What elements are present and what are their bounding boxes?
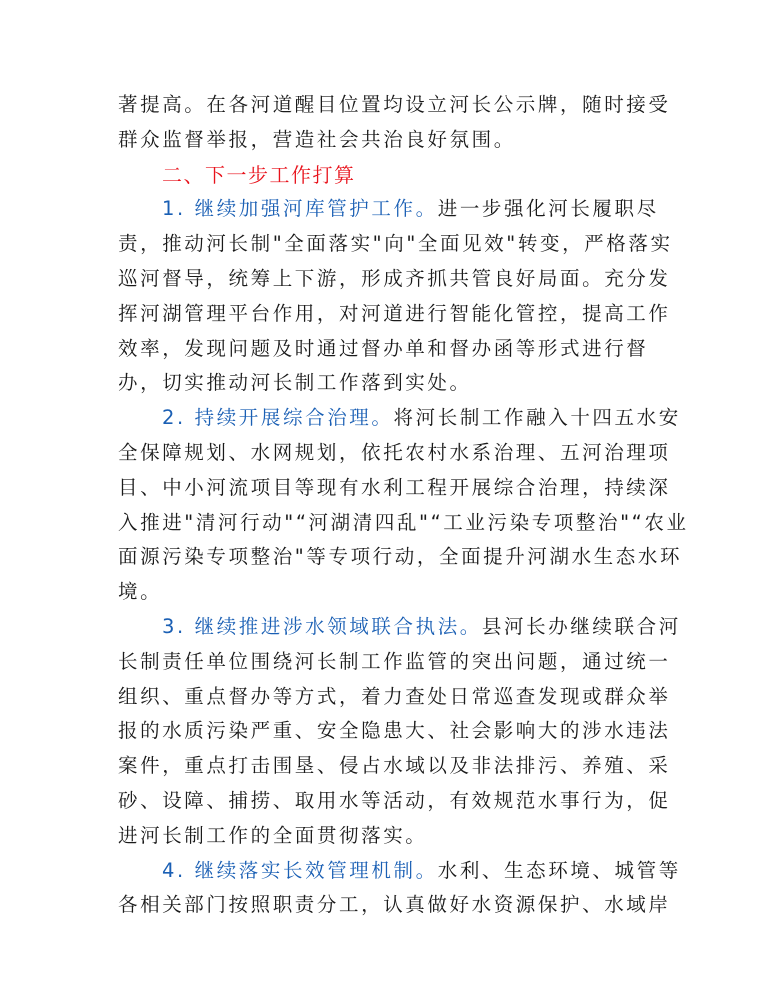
item-1-line: 挥河湖管理平台作用，对河道进行智能化管控，提高工作 — [118, 301, 671, 325]
intro-line-2: 群众监督举报，营造社会共治良好氛围。 — [118, 127, 516, 151]
item-1-heading: 1. 继续加强河库管护工作。 — [162, 197, 438, 221]
document-page — [118, 88, 689, 923]
item-3-paragraph — [118, 610, 681, 854]
item-3-heading: 3. 继续推进涉水领域联合执法。 — [162, 614, 482, 638]
item-2-line: 入推进"清河行动"“河湖清四乱"“工业污染专项整治"“农业 — [118, 510, 689, 534]
item-3-line: 案件，重点打击围垦、侵占水域以及非法排污、养殖、采 — [118, 754, 671, 778]
item-1-first-line-text: 进一步强化河长履职尽 — [437, 197, 659, 221]
item-2-line: 全保障规划、水网规划，依托农村水系治理、五河治理项 — [118, 440, 671, 464]
item-4-first-line-text: 水利、生态环境、城管等 — [437, 858, 681, 882]
item-2-first-line — [118, 401, 681, 436]
item-3-first-line — [118, 610, 681, 645]
item-3-first-line-text: 县河长办继续联合河 — [481, 614, 681, 638]
item-2-heading: 2. 持续开展综合治理。 — [162, 406, 394, 430]
item-1-line: 效率，发现问题及时通过督办单和督办函等形式进行督 — [118, 336, 649, 360]
item-1-line: 办，切实推动河长制工作落到实处。 — [118, 371, 472, 395]
item-1-paragraph — [118, 192, 673, 401]
item-4-line: 各相关部门按照职责分工，认真做好水资源保护、水域岸 — [118, 893, 671, 917]
item-3-line: 长制责任单位围绕河长制工作监管的突出问题，通过统一 — [118, 649, 671, 673]
item-2-line: 面源污染专项整治"等专项行动，全面提升河湖水生态水环 — [118, 545, 683, 569]
item-3-line: 砂、设障、捕捞、取用水等活动，有效规范水事行为，促 — [118, 788, 671, 812]
item-2-line: 目、中小河流项目等现有水利工程开展综合治理，持续深 — [118, 475, 671, 499]
item-1-line: 巡河督导，统筹上下游，形成齐抓共管良好局面。充分发 — [118, 266, 671, 290]
item-3-line: 组织、重点督办等方式，着力查处日常巡查发现或群众举 — [118, 684, 671, 708]
item-3-line: 报的水质污染严重、安全隐患大、社会影响大的涉水违法 — [118, 719, 671, 743]
item-2-first-line-text: 将河长制工作融入十四五水安 — [393, 406, 681, 430]
item-4-heading: 4. 继续落实长效管理机制。 — [162, 858, 438, 882]
intro-line-1: 著提高。在各河道醒目位置均设立河长公示牌，随时接受 — [118, 93, 671, 116]
section-heading: 二、下一步工作打算 — [162, 162, 356, 187]
item-2-line: 境。 — [118, 580, 163, 604]
item-3-line: 进河长制工作的全面贯彻落实。 — [118, 823, 428, 847]
item-1-first-line — [118, 192, 658, 227]
item-1-line: 责，推动河长制"全面落实"向"全面见效"转变，严格落实 — [118, 232, 673, 256]
item-2-paragraph — [118, 401, 689, 610]
item-4-paragraph — [118, 854, 681, 924]
item-4-first-line — [118, 854, 681, 889]
